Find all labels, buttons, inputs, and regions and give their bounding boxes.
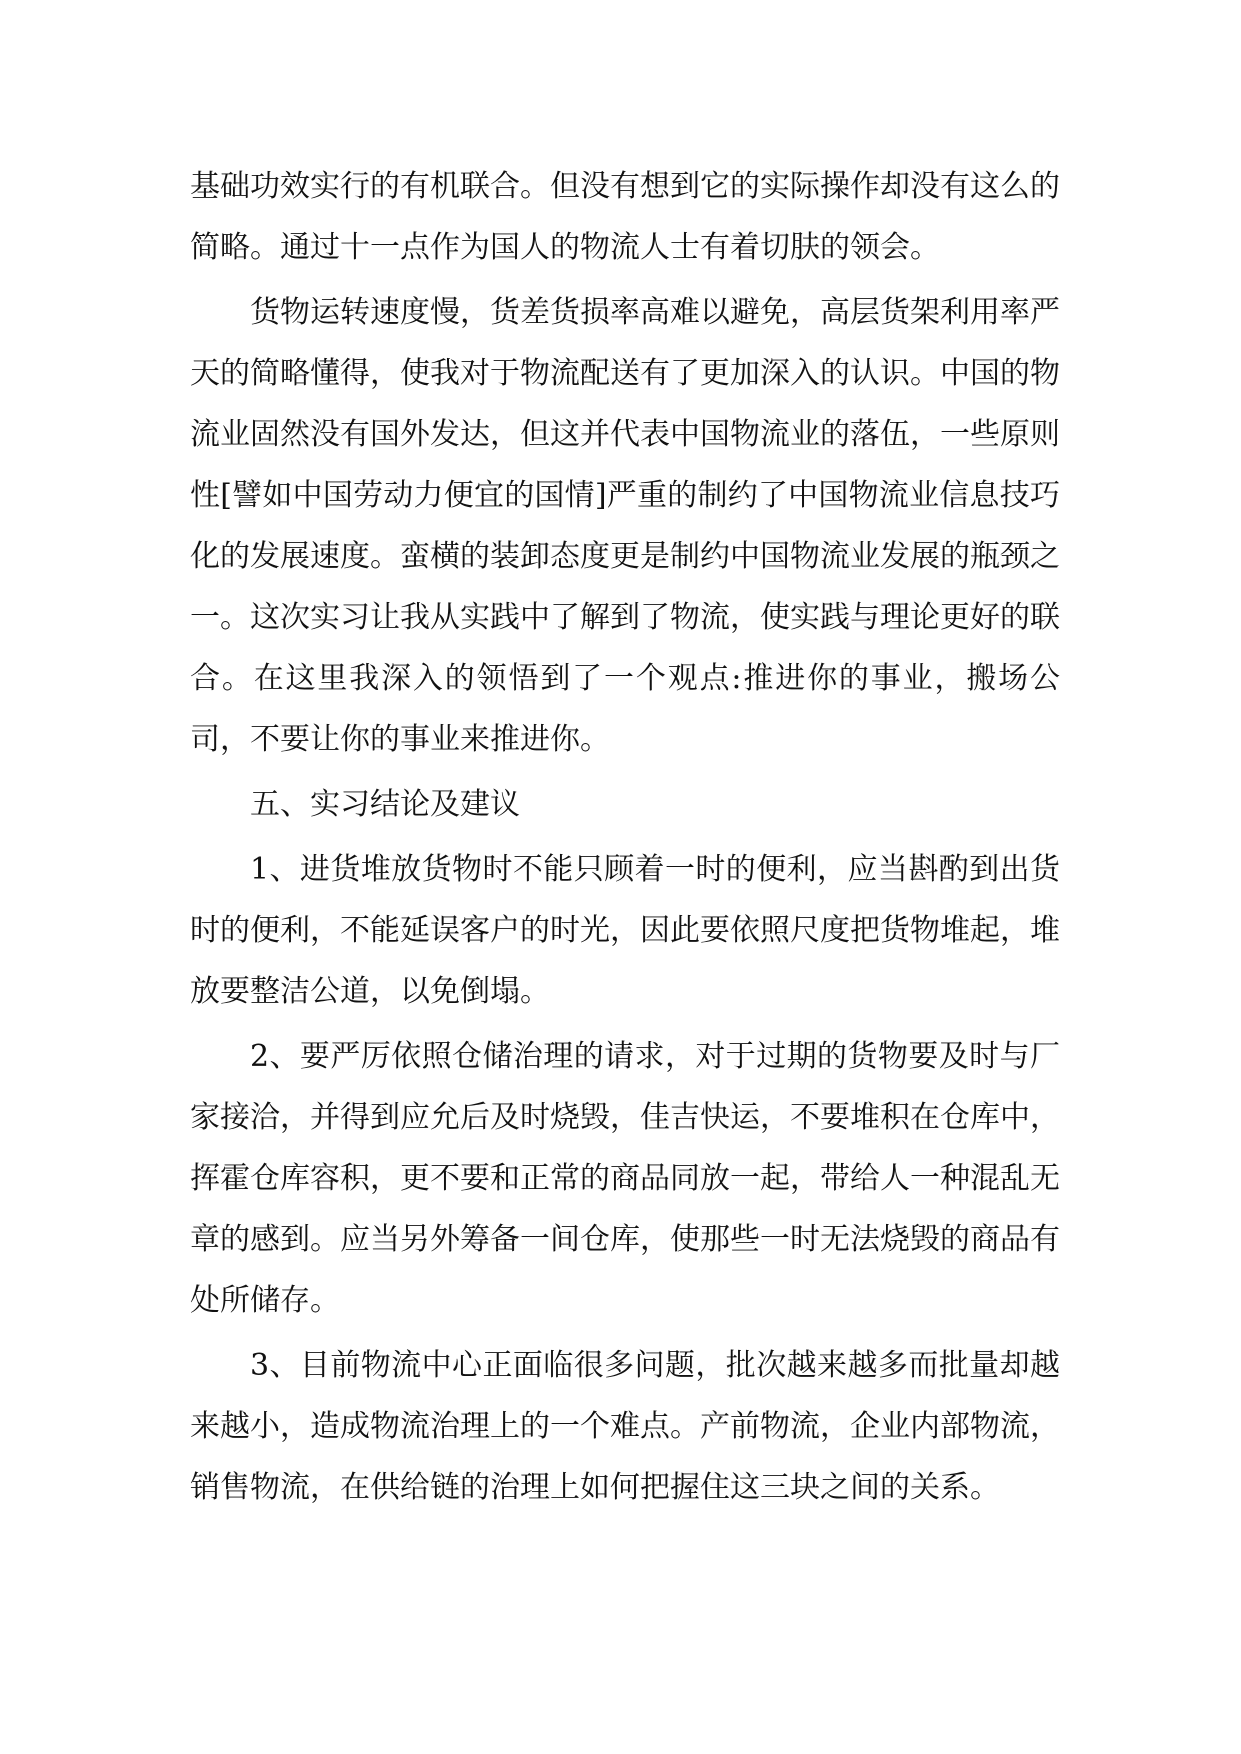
suggestion-item-1: 1、进货堆放货物时不能只顾着一时的便利，应当斟酌到出货时的便利，不能延误客户的时光，因此要依照尺度把货物堆起，堆放要整洁公道，以免倒塌。 [190, 852, 1060, 1009]
document-body [190, 156, 1060, 1518]
suggestion-item-2: 2、要严厉依照仓储治理的请求，对于过期的货物要及时与厂家接洽，并得到应允后及时烧毁，佳吉快运，不要堆积在仓库中，挥霍仓库容积，更不要和正常的商品同放一起，带给人一种混乱无章的感到。应当另外筹备一间仓库，使那些一时无法烧毁的商品有处所储存。 [190, 1039, 1060, 1318]
section-heading-conclusions: 五、实习结论及建议 [250, 787, 520, 822]
paragraph-reflection: 货物运转速度慢，货差货损率高难以避免，高层货架利用率严天的简略懂得，使我对于物流配送有了更加深入的认识。中国的物流业固然没有国外发达，但这并代表中国物流业的落伍，一些原则性[譬如中国劳动力便宜的国情]严重的制约了中国物流业信息技巧化的发展速度。蛮横的装卸态度更是制约中国物流业发展的瓶颈之一。这次实习让我从实践中了解到了物流，使实践与理论更好的联合。在这里我深入的领悟到了一个观点:推进你的事业，搬场公司，不要让你的事业来推进你。 [190, 295, 1060, 757]
suggestion-item-3: 3、目前物流中心正面临很多问题，批次越来越多而批量却越来越小，造成物流治理上的一个难点。产前物流，企业内部物流，销售物流，在供给链的治理上如何把握住这三块之间的关系。 [190, 1348, 1060, 1505]
paragraph-continuation: 基础功效实行的有机联合。但没有想到它的实际操作却没有这么的简略。通过十一点作为国人的物流人士有着切肤的领会。 [190, 169, 1060, 265]
